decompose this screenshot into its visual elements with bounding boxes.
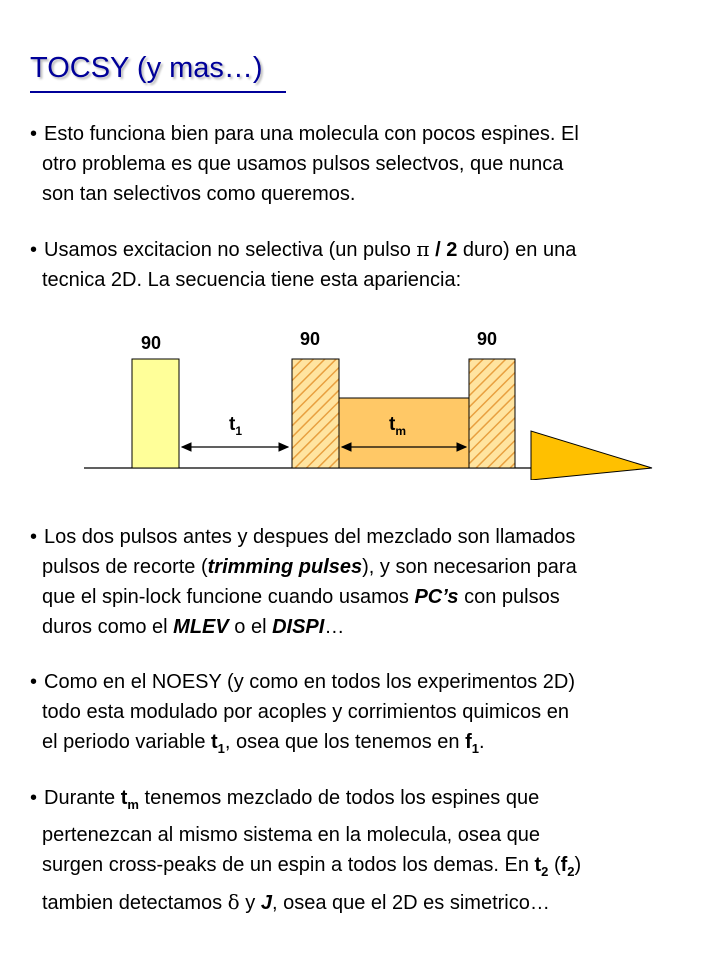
paragraph-line: son tan selectivos como queremos. xyxy=(42,183,356,205)
paragraph-line xyxy=(30,727,575,764)
t1-label: $t_1$ xyxy=(229,414,243,438)
text: tenemos mezclado de todos los espines que xyxy=(138,787,540,809)
pulse-label-3: 90 xyxy=(477,329,498,349)
text-emphasis: MLEV xyxy=(173,616,229,638)
pi-symbol: π xyxy=(416,237,430,261)
text-emphasis: DISPI xyxy=(272,616,325,638)
text: Como en el NOESY (y como en todos los experimentos 2D) xyxy=(44,671,575,693)
pulse-sequence-diagram xyxy=(80,320,660,480)
text: / 2 xyxy=(429,239,458,261)
slide-title: TOCSY (y mas…) xyxy=(30,52,263,84)
text: ( xyxy=(548,854,561,876)
paragraph-noesy xyxy=(30,667,575,764)
text: el periodo variable xyxy=(42,731,211,753)
paragraph-trimming xyxy=(30,522,577,642)
bullet: • xyxy=(30,671,38,693)
text: … xyxy=(324,616,345,638)
text: que el spin-lock funcione cuando usamos xyxy=(42,586,415,608)
text: pulsos de recorte ( xyxy=(42,556,208,578)
text: duros como el xyxy=(42,616,174,638)
pulse-label-2: 90 xyxy=(300,329,321,349)
j-symbol: J xyxy=(260,892,272,914)
text: Los dos pulsos antes y despues del mezclado son llamados xyxy=(44,526,576,548)
bullet: • xyxy=(30,787,38,809)
text: , osea que el 2D es simetrico… xyxy=(271,892,550,914)
paragraph-line xyxy=(30,612,577,642)
paragraph-line xyxy=(30,119,579,149)
pulse-90-initial xyxy=(132,359,179,468)
text-emphasis: trimming pulses xyxy=(207,556,363,578)
paragraph-excitation xyxy=(30,234,576,295)
text: Durante xyxy=(44,787,121,809)
pulse-label-1: 90 xyxy=(141,333,162,353)
text: ), y son necesarion para xyxy=(362,556,577,578)
paragraph-line: pertenezcan al mismo sistema en la molecula, osea que xyxy=(42,824,541,846)
text: . xyxy=(478,731,485,753)
paragraph-mixing xyxy=(30,783,581,918)
text-emphasis: PC’s xyxy=(414,586,459,608)
paragraph-line xyxy=(30,887,581,918)
text: tambien detectamos xyxy=(42,892,228,914)
text: y xyxy=(239,892,261,914)
bullet: • xyxy=(30,239,38,261)
fid-signal xyxy=(531,431,652,480)
tm-symbol: $t_m$ xyxy=(120,787,139,812)
f2-symbol: $f_2$ xyxy=(560,854,575,879)
t2-symbol: $t_2$ xyxy=(534,854,549,879)
t1-symbol: $t_1$ xyxy=(211,731,225,756)
text: Usamos excitacion no selectiva (un pulso xyxy=(44,239,417,261)
text: ) xyxy=(574,854,582,876)
bullet: • xyxy=(30,526,38,548)
paragraph-line xyxy=(30,850,581,887)
text: o el xyxy=(228,616,273,638)
paragraph-line xyxy=(30,522,577,552)
paragraph-line: otro problema es que usamos pulsos selectvos, que nunca xyxy=(42,153,564,175)
paragraph-line xyxy=(30,234,576,265)
text: Esto funciona bien para una molecula con pocos espines. El xyxy=(44,123,579,145)
delta-symbol: δ xyxy=(227,890,240,914)
text: duro) en una xyxy=(457,239,577,261)
paragraph-line xyxy=(30,582,577,612)
title-underline xyxy=(30,91,286,93)
tm-label: $t_m$ xyxy=(389,414,406,438)
text: surgen cross-peaks de un espin a todos los demas. En xyxy=(42,854,535,876)
f1-symbol: $f_1$ xyxy=(465,731,479,756)
paragraph-line xyxy=(30,552,577,582)
text: con pulsos xyxy=(458,586,560,608)
paragraph-line: todo esta modulado por acoples y corrimientos quimicos en xyxy=(42,701,569,723)
paragraph-line xyxy=(30,667,575,697)
paragraph-limitations xyxy=(30,119,579,209)
trim-pulse-1 xyxy=(292,359,339,468)
text: , osea que los tenemos en xyxy=(224,731,466,753)
paragraph-line: tecnica 2D. La secuencia tiene esta apariencia: xyxy=(42,269,462,291)
trim-pulse-2 xyxy=(469,359,515,468)
bullet: • xyxy=(30,123,38,145)
paragraph-line xyxy=(30,783,581,820)
